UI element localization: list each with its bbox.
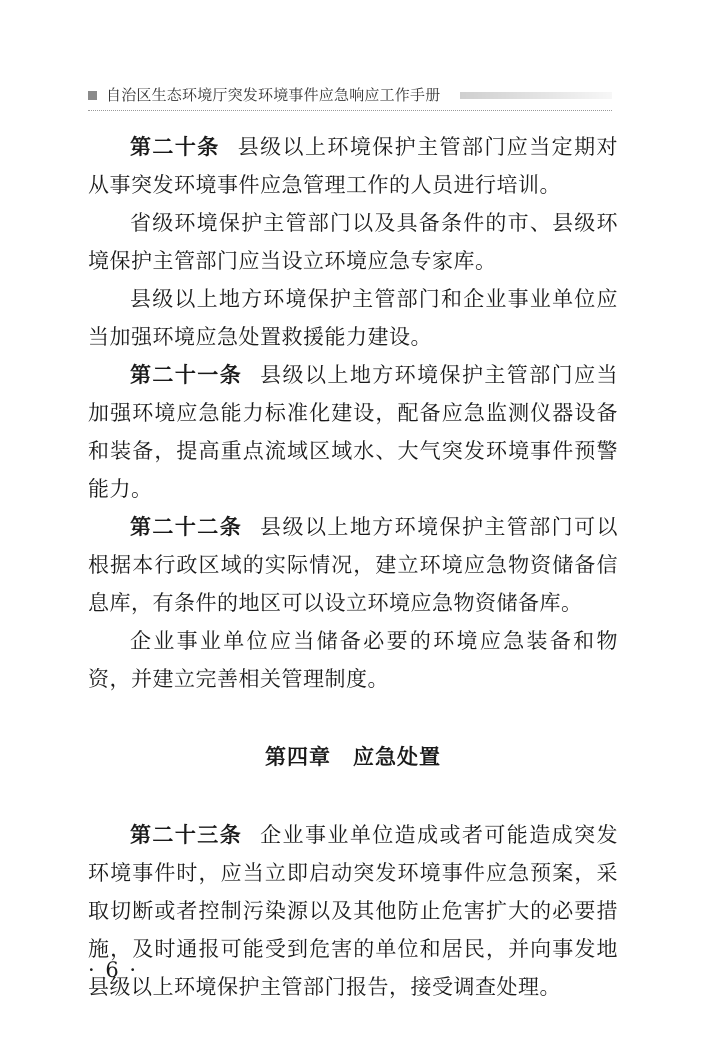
header-dotted-rule [88, 110, 612, 111]
article-text: 企业事业单位造成或者可能造成突发环境事件时，应当立即启动突发环境事件应急预案，采取切断或者控制污染源以及其他防止危害扩大的必要措施，及时通报可能受到危害的单位和居民，并向事发地县级以上环境保护主管部门报告，接受调查处理。 [88, 823, 618, 999]
article-text: 企业事业单位应当储备必要的环境应急装备和物资，并建立完善相关管理制度。 [88, 629, 618, 691]
article-paragraph [88, 280, 618, 356]
page-body [88, 128, 618, 1006]
header-square-icon [88, 91, 97, 100]
chapter-heading [88, 738, 618, 776]
chapter-title: 应急处置 [353, 745, 441, 769]
article-paragraph [88, 508, 618, 622]
article-text: 县级以上环境保护主管部门应当定期对从事突发环境事件应急管理工作的人员进行培训。 [88, 135, 619, 197]
header-decorative-bar [460, 92, 612, 99]
article-label: 第二十三条 [130, 823, 243, 847]
article-label: 第二十二条 [130, 515, 243, 539]
header-title: 自治区生态环境厅突发环境事件应急响应工作手册 [106, 86, 441, 104]
article-text: 县级以上地方环境保护主管部门和企业事业单位应当加强环境应急处置救援能力建设。 [88, 287, 618, 349]
article-label: 第二十一条 [130, 363, 243, 387]
article-paragraph [88, 356, 618, 508]
article-paragraph [88, 816, 618, 1006]
article-label: 第二十条 [130, 135, 220, 159]
page-number: · 6 · [88, 958, 139, 982]
article-text: 县级以上地方环境保护主管部门应当加强环境应急能力标准化建设，配备应急监测仪器设备和装备，提高重点流域区域水、大气突发环境事件预警能力。 [88, 363, 618, 501]
article-paragraph [88, 128, 618, 204]
chapter-number: 第四章 [265, 745, 331, 769]
article-text: 省级环境保护主管部门以及具备条件的市、县级环境保护主管部门应当设立环境应急专家库。 [88, 211, 618, 273]
article-paragraph [88, 622, 618, 698]
article-text: 县级以上地方环境保护主管部门可以根据本行政区域的实际情况，建立环境应急物资储备信息库，有条件的地区可以设立环境应急物资储备库。 [88, 515, 618, 615]
running-header [88, 84, 608, 112]
article-paragraph [88, 204, 618, 280]
